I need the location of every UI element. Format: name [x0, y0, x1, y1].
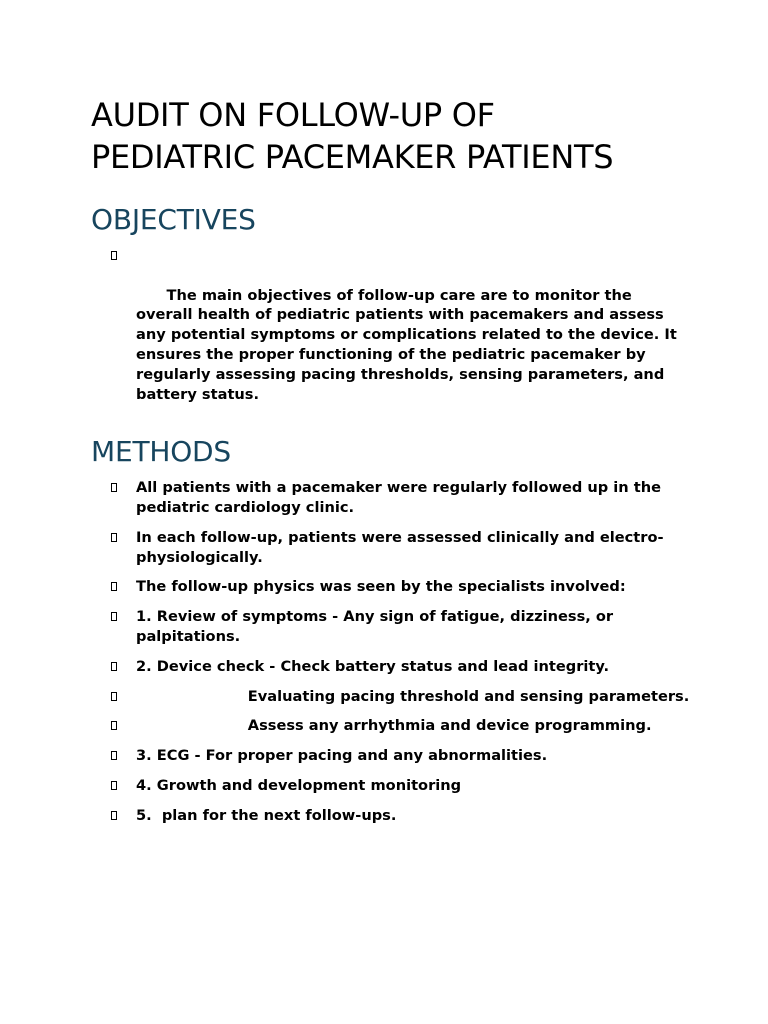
method-text: In each follow-up, patients were assessed clinically and electro-physiologically. — [136, 528, 664, 566]
method-item — [91, 607, 691, 647]
method-text: 5. plan for the next follow-ups. — [136, 806, 397, 824]
bullet-icon — [111, 251, 117, 260]
title-line-1: AUDIT ON FOLLOW-UP OF — [91, 96, 495, 134]
method-item — [91, 478, 691, 518]
bullet-icon — [111, 533, 117, 542]
methods-heading: METHODS — [91, 435, 231, 469]
method-item — [91, 687, 691, 707]
method-text: All patients with a pacemaker were regularly followed up in the pediatric cardiology clinic. — [136, 479, 667, 516]
method-text: 3. ECG - For proper pacing and any abnormalities. — [136, 747, 548, 765]
bullet-icon — [111, 483, 117, 492]
bullet-icon — [111, 612, 117, 621]
method-text: 4. Growth and development monitoring — [136, 776, 462, 794]
method-text: The follow-up physics was seen by the specialists involved: — [136, 578, 626, 596]
method-item — [91, 577, 691, 597]
objectives-list — [91, 246, 691, 424]
method-item — [91, 746, 691, 766]
method-item — [91, 528, 691, 568]
document-page — [91, 94, 691, 836]
methods-list — [91, 478, 691, 825]
method-item — [91, 806, 691, 826]
bullet-icon — [111, 781, 117, 790]
method-item — [91, 657, 691, 677]
objectives-heading: OBJECTIVES — [91, 203, 256, 236]
bullet-icon — [111, 692, 117, 701]
method-text: 1. Review of symptoms - Any sign of fatigue, dizziness, or palpitations. — [136, 608, 619, 645]
bullet-icon — [111, 721, 117, 730]
bullet-icon — [111, 751, 117, 760]
method-item — [91, 776, 691, 796]
title-line-2: PEDIATRIC PACEMAKER PATIENTS — [91, 138, 614, 176]
bullet-icon — [111, 662, 117, 671]
bullet-icon — [111, 582, 117, 591]
objective-text: The main objectives of follow-up care are to monitor the overall health of pediatric patients with pacemakers and assess any potential symptoms or complications related to the device. It ensures the proper functioning of the pediatric pacemaker by regularly assessing pacing thresholds, sensing parameters, and battery status. — [136, 286, 682, 403]
objective-item — [91, 246, 691, 424]
method-text: Assess any arrhythmia and device programming. — [136, 717, 652, 735]
bullet-icon — [111, 811, 117, 820]
method-text: 2. Device check - Check battery status and lead integrity. — [136, 657, 610, 675]
method-text: Evaluating pacing threshold and sensing parameters. — [136, 687, 690, 705]
method-item — [91, 716, 691, 736]
document-title — [91, 94, 691, 178]
